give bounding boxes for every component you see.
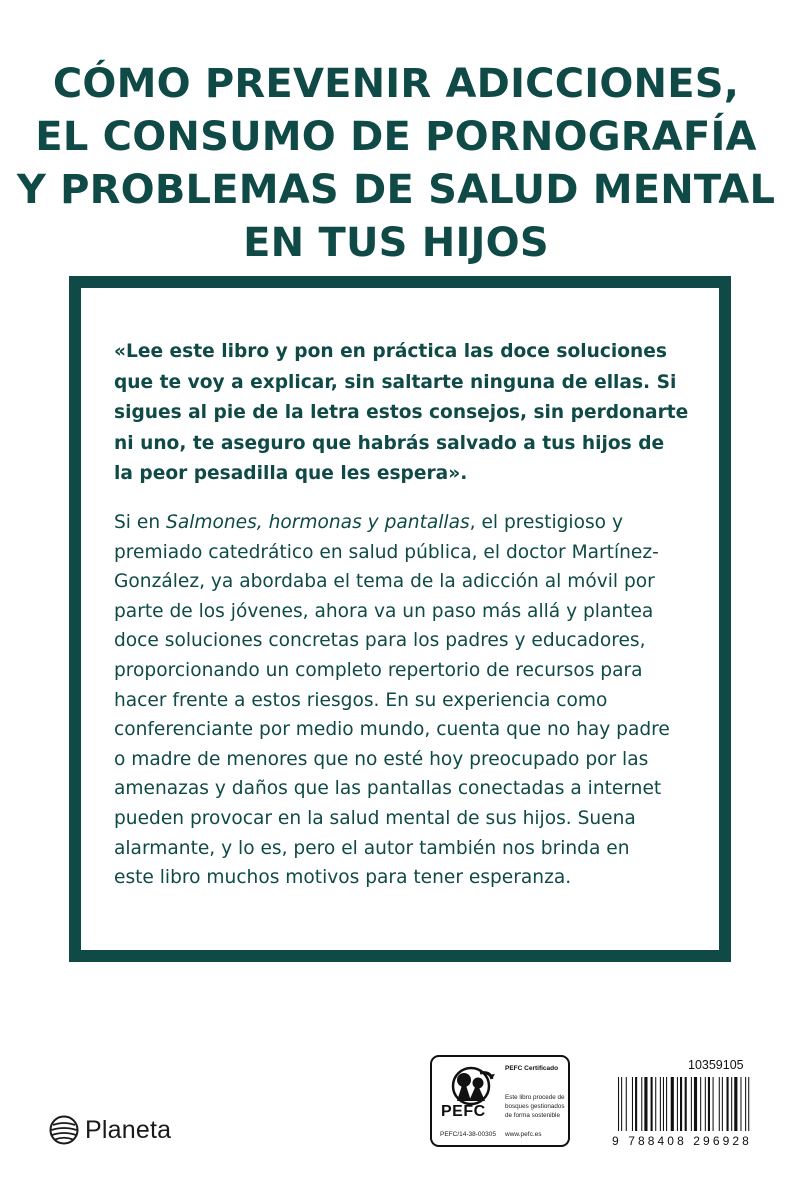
isbn-number: 9 788408 296928 (612, 1134, 752, 1148)
book-title-italic: Salmones, hormonas y pantallas (166, 512, 470, 533)
body-line: premiado catedrático en salud pública, el doctor Martínez- (114, 541, 659, 563)
author-quote (114, 337, 714, 490)
barcode-bar (719, 1077, 720, 1131)
title-line: EN TUS HIJOS (243, 220, 549, 266)
barcode-bar (691, 1077, 692, 1131)
body-line: proporcionando un completo repertorio de recursos para (114, 659, 643, 681)
barcode-bar (618, 1077, 619, 1131)
barcode-bar (655, 1077, 656, 1131)
barcode-bar (745, 1077, 746, 1131)
barcode-bar (660, 1077, 661, 1131)
quote-line: la peor pesadilla que les espera». (114, 463, 468, 484)
body-prefix: Si en (114, 512, 167, 533)
globe-icon (48, 1114, 80, 1146)
pefc-certified-label: PEFC Certificado (505, 1065, 559, 1072)
body-line: González, ya abordaba el tema de la adicción al móvil por (114, 571, 655, 593)
barcode-bar (671, 1077, 674, 1131)
body-line: parte de los jóvenes, ahora va un paso más allá y plantea (114, 600, 654, 622)
barcode-bar (626, 1077, 627, 1131)
barcode-bar (632, 1077, 633, 1131)
publisher-logo (48, 1114, 171, 1146)
body-suffix: , el prestigioso y (469, 512, 623, 533)
cover-title (0, 58, 792, 270)
body-line: o madre de menores que no esté hoy preocupado por las (114, 748, 649, 770)
pefc-wordmark: PEFC (441, 1103, 486, 1120)
barcode-bar (708, 1077, 710, 1131)
body-line (114, 508, 714, 538)
body-line: hacer frente a estos riesgos. En su experiencia como (114, 689, 608, 711)
barcode-bar (734, 1077, 737, 1131)
body-line: alarmante, y lo es, pero el autor también nos brinda en (114, 837, 630, 859)
barcode-bar (644, 1077, 647, 1131)
quote-line: que te voy a explicar, sin saltarte ninguna de ellas. Si (114, 371, 677, 393)
pefc-url: www.pefc.es (505, 1131, 542, 1138)
quote-line: ni uno, te aseguro que habrás salvado a tus hijos de (114, 432, 665, 454)
pefc-description: Este libro procede de bosques gestionados de forma sostenible (505, 1094, 565, 1119)
barcode-bar (635, 1077, 637, 1131)
barcode-bar (651, 1077, 653, 1131)
title-line: CÓMO PREVENIR ADICCIONES, (52, 61, 740, 107)
synopsis-frame (69, 276, 731, 962)
barcode-bar (748, 1077, 749, 1131)
body-line: amenazas y daños que las pantallas conectadas a internet (114, 778, 662, 800)
barcode-bar (727, 1077, 729, 1131)
barcode-bar (700, 1077, 701, 1131)
barcode-bar (621, 1077, 622, 1131)
publisher-name: Planeta (85, 1115, 172, 1144)
product-code: 10359105 (688, 1058, 744, 1072)
barcode-bar (641, 1077, 642, 1131)
barcode-bar (722, 1077, 723, 1131)
body-line: este libro muchos motivos para tener esperanza. (114, 867, 572, 889)
quote-line: «Lee este libro y pon en práctica las doce soluciones (114, 341, 667, 362)
barcode-bar (685, 1077, 687, 1131)
body-line: pueden provocar en la salud mental de sus hijos. Suena (114, 807, 636, 829)
barcode-bar (713, 1077, 714, 1131)
body-line: conferenciante por medio mundo, cuenta que no hay padre (114, 719, 670, 741)
barcode-bar (677, 1077, 678, 1131)
barcode-bar (705, 1077, 706, 1131)
quote-line: sigues al pie de la letra estos consejos, sin perdonarte (114, 402, 689, 423)
barcode-bar (666, 1077, 667, 1131)
barcode-bar (731, 1077, 732, 1131)
barcode-bar (663, 1077, 664, 1131)
barcode-bar (740, 1077, 741, 1131)
pefc-certification-badge (430, 1055, 570, 1147)
isbn-barcode (616, 1077, 766, 1133)
barcode-bar (694, 1077, 697, 1131)
pefc-code: PEFC/14-38-00305 (440, 1131, 497, 1138)
body-line: doce soluciones concretas para los padres y educadores, (114, 630, 646, 652)
title-line: EL CONSUMO DE PORNOGRAFÍA (35, 114, 757, 160)
synopsis-text (114, 508, 714, 893)
barcode-bar (680, 1077, 682, 1131)
title-line: Y PROBLEMAS DE SALUD MENTAL (16, 167, 776, 213)
